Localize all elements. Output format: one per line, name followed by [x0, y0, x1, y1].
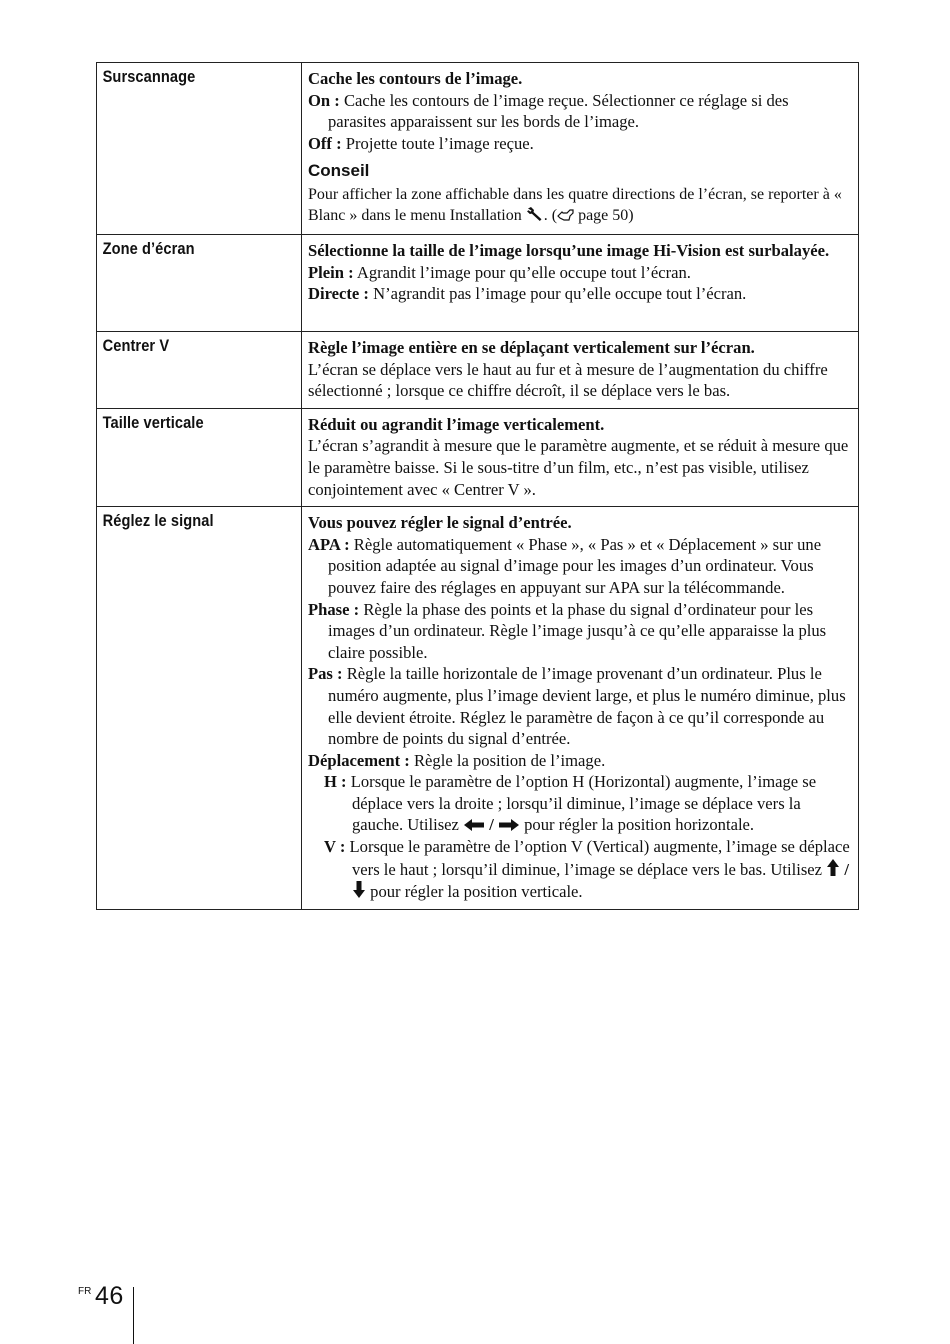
option-item: On : Cache les contours de l’image reçue. Sélectionner ce réglage si des parasites apparaissent sur les bords de l’image.: [308, 90, 789, 132]
row-label: Taille verticale: [97, 408, 273, 506]
table-row: [97, 63, 859, 235]
row-label: Surscannage: [97, 63, 273, 235]
row-label: Centrer V: [97, 332, 273, 409]
row-lead: Réduit ou agrandit l’image verticalement.: [308, 414, 605, 434]
tip-text: Pour afficher la zone affichable dans les quatre directions de l’écran, se reporter à « Blanc » dans le menu Installation . ( page 50): [308, 185, 842, 224]
right-arrow-icon: [498, 818, 520, 832]
row-lead: Sélectionne la taille de l’image lorsqu’une image Hi-Vision est surbalayée.: [308, 241, 830, 260]
row-description: [302, 63, 859, 235]
page-number: 46: [95, 1282, 124, 1310]
row-lead: Règle l’image entière en se déplaçant verticalement sur l’écran.: [308, 338, 755, 357]
row-description: [302, 408, 859, 506]
page-reference-icon: [557, 208, 574, 222]
option-item: Off : Projette toute l’image reçue.: [308, 133, 534, 153]
language-code: FR: [78, 1286, 92, 1297]
option-subitem: H : Lorsque le paramètre de l’option H (Horizontal) augmente, l’image se déplace vers la droite ; lorsqu’il diminue, l’image se déplace vers la gauche. Utilisez / pour régler la position horizontale.: [324, 772, 817, 835]
row-description: [302, 332, 859, 409]
row-lead: Vous pouvez régler le signal d’entrée.: [308, 513, 572, 533]
row-body: L’écran s’agrandit à mesure que le paramètre augmente, et se réduit à mesure que le paramètre baisse. Si le sous-titre d’un film, etc., n’est pas visible, utilisez conjointement avec « Centrer V ».: [308, 436, 849, 499]
option-item: Directe : N’agrandit pas l’image pour qu’elle occupe tout l’écran.: [308, 284, 747, 304]
wrench-icon: [526, 206, 544, 222]
row-body: L’écran se déplace vers le haut au fur et à mesure de l’augmentation du chiffre sélectionné ; lorsque ce chiffre décroît, il se déplace vers le bas.: [308, 359, 828, 401]
table-row: [97, 507, 859, 910]
tip-heading: Conseil: [308, 161, 370, 181]
option-item: APA : Règle automatiquement « Phase », « Pas » et « Déplacement » sur une position adaptée au signal d’image pour les images d’un ordinateur. Vous pouvez faire des réglages en appuyant sur APA sur la télécommande.: [308, 534, 822, 597]
row-label: Zone d’écran: [97, 235, 273, 332]
option-item: Pas : Règle la taille horizontale de l’image provenant d’un ordinateur. Plus le numéro augmente, plus l’image devient large, et plus le numéro diminue, plus elle devient étroite. Réglez le paramètre de façon à ce qu’il corresponde au nombre de points du signal d’entrée.: [308, 664, 846, 749]
table-row: [97, 235, 859, 332]
up-arrow-icon: [826, 858, 840, 877]
row-lead: Cache les contours de l’image.: [308, 69, 523, 88]
table-row: [97, 332, 859, 409]
settings-table: [96, 62, 859, 910]
option-item: Plein : Agrandit l’image pour qu’elle occupe tout l’écran.: [308, 262, 691, 282]
down-arrow-icon: [352, 880, 366, 899]
option-item: Déplacement : Règle la position de l’image.: [308, 750, 606, 770]
row-description: [302, 235, 859, 332]
left-arrow-icon: [463, 818, 485, 832]
option-item: Phase : Règle la phase des points et la phase du signal d’ordinateur pour les images d’un ordinateur. Règle l’image jusqu’à ce qu’elle apparaisse la plus claire possible.: [308, 599, 827, 662]
option-subitem: V : Lorsque le paramètre de l’option V (Vertical) augmente, l’image se déplace vers le haut ; lorsqu’il diminue, l’image se déplace vers le bas. Utilisez / pour régler la position verticale.: [324, 837, 850, 902]
row-label: Réglez le signal: [97, 507, 273, 910]
table-row: [97, 408, 859, 506]
footer-divider: [133, 1287, 134, 1344]
row-description: [302, 507, 859, 910]
